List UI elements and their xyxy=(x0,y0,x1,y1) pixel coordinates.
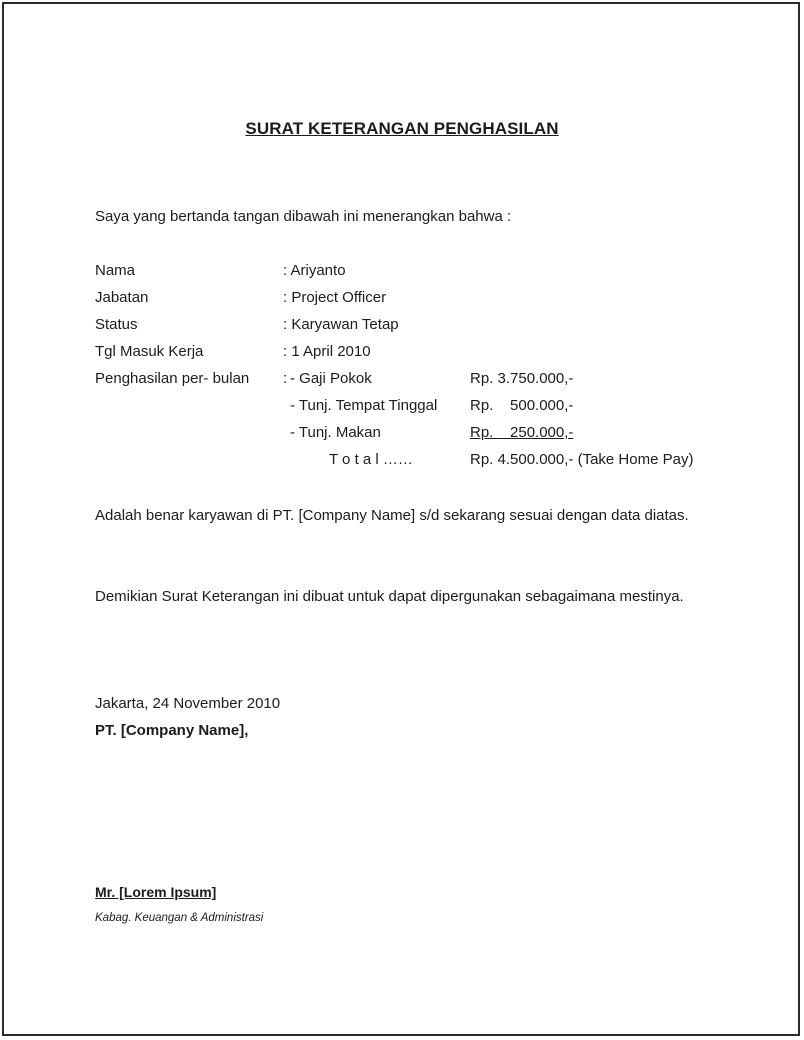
jabatan-value: : Project Officer xyxy=(283,289,387,306)
income-item-gaji-pokok: - Gaji Pokok xyxy=(290,370,372,387)
signer-title: Kabag. Keuangan & Administrasi xyxy=(95,912,264,924)
income-amount-tunj-tempat-tinggal: Rp. 500.000,- xyxy=(470,397,574,414)
closing-paragraph: Demikian Surat Keterangan ini dibuat untuk dapat dipergunakan sebagaimana mestinya. xyxy=(95,588,684,605)
income-item-tunj-makan: - Tunj. Makan xyxy=(290,424,381,441)
status-label: Status xyxy=(95,316,138,333)
jabatan-label: Jabatan xyxy=(95,289,149,306)
nama-label: Nama xyxy=(95,262,136,279)
tgl-masuk-label: Tgl Masuk Kerja xyxy=(95,343,204,360)
income-amount-tunj-makan: Rp. 250.000,- xyxy=(470,424,574,441)
signer-name: Mr. [Lorem Ipsum] xyxy=(95,884,217,900)
total-label: T o t a l …… xyxy=(329,451,413,468)
place-date: Jakarta, 24 November 2010 xyxy=(95,695,281,712)
statement-paragraph: Adalah benar karyawan di PT. [Company Name] s/d sekarang sesuai dengan data diatas. xyxy=(95,507,689,524)
tgl-masuk-value: : 1 April 2010 xyxy=(283,343,371,360)
penghasilan-label: Penghasilan per- bulan xyxy=(95,370,250,387)
status-value: : Karyawan Tetap xyxy=(283,316,399,333)
intro-statement: Saya yang bertanda tangan dibawah ini menerangkan bahwa : xyxy=(95,208,512,225)
penghasilan-colon: : xyxy=(283,370,288,387)
income-amount-gaji-pokok: Rp. 3.750.000,- xyxy=(470,370,574,387)
nama-value: : Ariyanto xyxy=(283,262,346,279)
income-item-tunj-tempat-tinggal: - Tunj. Tempat Tinggal xyxy=(290,397,438,414)
document-title: SURAT KETERANGAN PENGHASILAN xyxy=(245,119,559,138)
total-amount: Rp. 4.500.000,- (Take Home Pay) xyxy=(470,451,694,468)
company-name: PT. [Company Name], xyxy=(95,722,249,739)
